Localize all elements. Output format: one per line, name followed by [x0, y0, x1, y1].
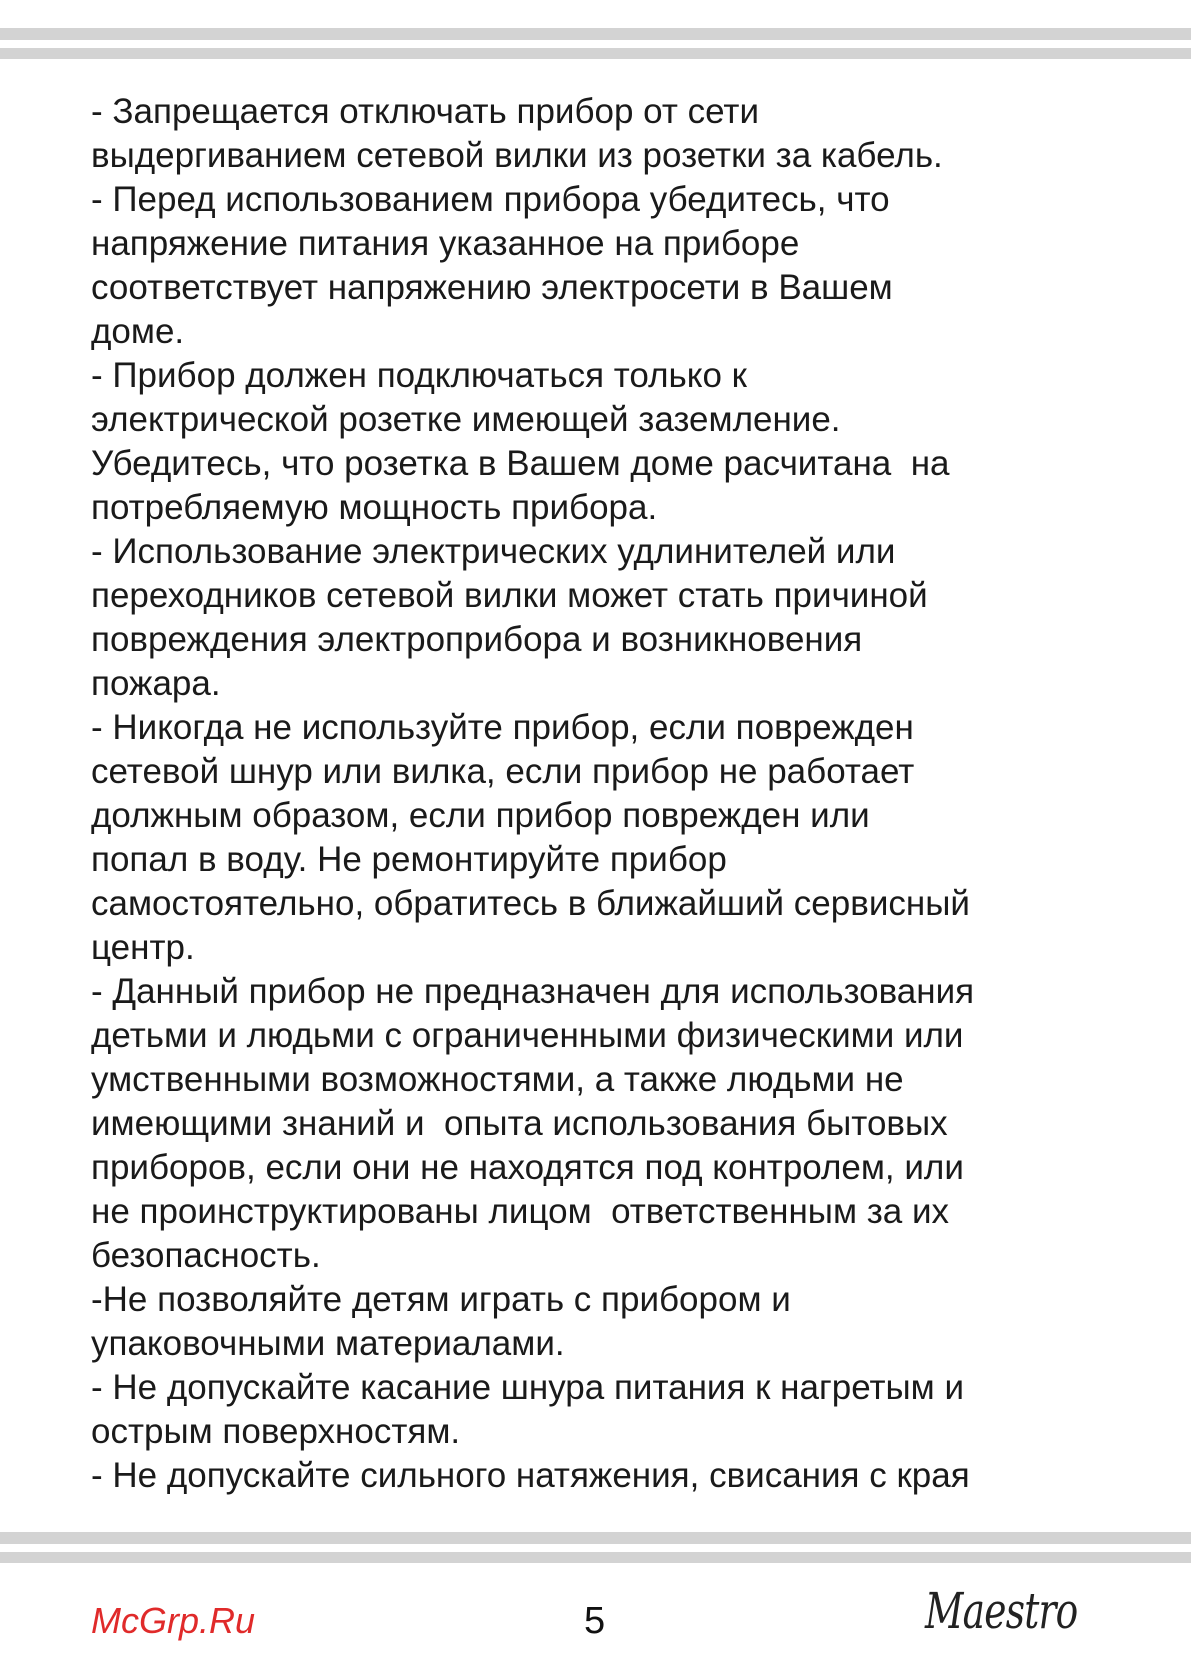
- text-line: - Использование электрических удлинителей или: [91, 532, 896, 571]
- header-rule-bottom: [0, 48, 1191, 59]
- text-line: - Запрещается отключать прибор от сети: [91, 92, 760, 131]
- text-line: умственными возможностями, а также людьми не: [91, 1060, 904, 1099]
- text-line: - Не допускайте касание шнура питания к нагретым и: [91, 1368, 965, 1407]
- text-line: сетевой шнур или вилка, если прибор не работает: [91, 752, 915, 791]
- text-line: повреждения электроприбора и возникновения: [91, 620, 863, 659]
- text-line: напряжение питания указанное на приборе: [91, 224, 800, 263]
- text-line: попал в воду. Не ремонтируйте прибор: [91, 840, 727, 879]
- text-line: - Прибор должен подключаться только к: [91, 356, 747, 395]
- page-number: 5: [584, 1600, 606, 1642]
- footer-rule-bottom: [0, 1552, 1191, 1563]
- text-line: электрической розетке имеющей заземление.: [91, 400, 841, 439]
- text-line: соответствует напряжению электросети в Вашем: [91, 268, 893, 307]
- text-line: центр.: [91, 928, 195, 967]
- text-line: имеющими знаний и опыта использования бытовых: [91, 1104, 948, 1143]
- text-line: - Перед использованием прибора убедитесь, что: [91, 180, 890, 219]
- text-line: Убедитесь, что розетка в Вашем доме расчитана на: [91, 444, 950, 483]
- text-line: - Данный прибор не предназначен для использования: [91, 972, 975, 1011]
- text-line: самостоятельно, обратитесь в ближайший сервисный: [91, 884, 970, 923]
- footer-rule-top: [0, 1532, 1191, 1544]
- text-line: - Не допускайте сильного натяжения, свисания с края: [91, 1456, 970, 1495]
- text-line: потребляемую мощность прибора.: [91, 488, 658, 527]
- text-line: доме.: [91, 312, 185, 351]
- text-line: безопасность.: [91, 1236, 321, 1275]
- text-line: должным образом, если прибор поврежден или: [91, 796, 870, 835]
- brand-logo: Maestro: [925, 1582, 1078, 1640]
- text-line: выдергиванием сетевой вилки из розетки за кабель.: [91, 136, 943, 175]
- text-line: острым поверхностям.: [91, 1412, 461, 1451]
- text-line: детьми и людьми с ограниченными физическими или: [91, 1016, 964, 1055]
- text-line: - Никогда не используйте прибор, если поврежден: [91, 708, 914, 747]
- text-line: пожара.: [91, 664, 221, 703]
- text-line: упаковочными материалами.: [91, 1324, 565, 1363]
- header-rule-top: [0, 28, 1191, 40]
- text-line: -Не позволяйте детям играть с прибором и: [91, 1280, 791, 1319]
- body-text: [91, 90, 974, 1498]
- text-line: переходников сетевой вилки может стать причиной: [91, 576, 928, 615]
- watermark: McGrp.Ru: [91, 1600, 256, 1641]
- text-line: не проинструктированы лицом ответственным за их: [91, 1192, 950, 1231]
- text-line: приборов, если они не находятся под контролем, или: [91, 1148, 964, 1187]
